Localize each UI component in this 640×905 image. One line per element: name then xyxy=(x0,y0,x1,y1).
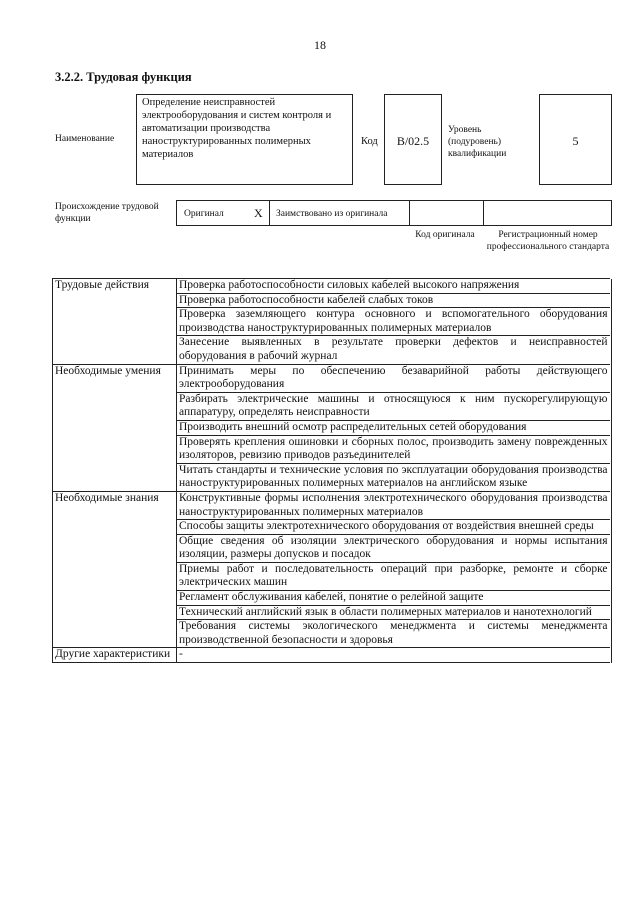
row-item: - xyxy=(177,648,610,663)
origin-row xyxy=(176,200,612,226)
row-edge xyxy=(610,435,612,463)
row-item: Общие сведения об изоляции электрического оборудования и нормы испытания изоляции, размеры допусков и посадок xyxy=(177,534,610,562)
origin-divider-1 xyxy=(269,200,270,226)
function-name-box xyxy=(136,94,353,185)
row-item: Проверять крепления ошиновки и сборных полос, производить замену поврежденных изоляторов, ревизию приводов разъединителей xyxy=(177,435,610,463)
row-item: Проверка работоспособности кабелей слабых токов xyxy=(177,293,610,308)
row-category: Необходимые знания xyxy=(53,491,177,648)
row-item: Принимать меры по обеспечению безаварийной работы действующего электрооборудования xyxy=(177,364,610,392)
borrowed-label: Заимствовано из оригинала xyxy=(276,209,388,219)
row-edge xyxy=(610,463,612,491)
row-edge xyxy=(610,591,612,606)
function-name: Определение неисправностей электрооборудования и систем контроля и автоматизации производства наноструктурированных полимерных материалов xyxy=(142,97,332,160)
row-category: Трудовые действия xyxy=(53,279,177,365)
row-edge xyxy=(610,279,612,294)
row-edge xyxy=(610,520,612,535)
table-row xyxy=(53,279,612,294)
function-details-table xyxy=(52,278,612,663)
row-edge xyxy=(610,491,612,519)
row-item: Разбирать электрические машины и относящуюся к ним пускорегулирующую аппаратуру, определять неисправности xyxy=(177,392,610,420)
row-edge xyxy=(610,420,612,435)
level-value: 5 xyxy=(572,134,579,148)
table-row xyxy=(53,491,612,519)
row-edge xyxy=(610,336,612,364)
row-item: Конструктивные формы исполнения электротехнического оборудования производства наноструктурированных полимерных материалов xyxy=(177,491,610,519)
row-edge xyxy=(610,392,612,420)
row-item: Читать стандарты и технические условия по эксплуатации оборудования производства наноструктурированных полимерных материалов на английском языке xyxy=(177,463,610,491)
page-number: 18 xyxy=(314,38,326,52)
row-item: Производить внешний осмотр распределительных сетей оборудования xyxy=(177,420,610,435)
row-category: Другие характеристики xyxy=(53,648,177,663)
table-row xyxy=(53,364,612,392)
row-item: Занесение выявленных в результате проверки дефектов и неисправностей оборудования в рабочий журнал xyxy=(177,336,610,364)
row-item: Технический английский язык в области полимерных материалов и нанотехнологий xyxy=(177,605,610,620)
level-value-box xyxy=(539,94,612,185)
code-value-box xyxy=(384,94,442,185)
name-label: Наименование xyxy=(55,134,115,144)
row-edge xyxy=(610,308,612,336)
section-title: 3.2.2. Трудовая функция xyxy=(55,70,192,84)
code-value: B/02.5 xyxy=(396,134,430,148)
origin-divider-2 xyxy=(409,200,410,226)
row-edge xyxy=(610,620,612,648)
row-edge xyxy=(610,648,612,663)
row-category: Необходимые умения xyxy=(53,364,177,491)
origin-divider-3 xyxy=(483,200,484,226)
row-edge xyxy=(610,534,612,562)
table-row xyxy=(53,648,612,663)
row-edge xyxy=(610,364,612,392)
row-item: Требования системы экологического менеджмента и системы менеджмента производственной безопасности и здоровья xyxy=(177,620,610,648)
level-label: Уровень (подуровень) квалификации xyxy=(448,125,507,159)
row-edge xyxy=(610,293,612,308)
reg-number-label: Регистрационный номер профессионального стандарта xyxy=(486,230,610,252)
row-item: Проверка заземляющего контура основного и вспомогательного оборудования производства наноструктурированных полимерных материалов xyxy=(177,308,610,336)
original-label: Оригинал xyxy=(184,209,224,219)
origin-label: Происхождение трудовой функции xyxy=(55,202,159,224)
original-mark: X xyxy=(254,206,263,220)
row-item: Способы защиты электротехнического оборудования от воздействия внешней среды xyxy=(177,520,610,535)
code-original-label: Код оригинала xyxy=(415,230,475,240)
row-item: Регламент обслуживания кабелей, понятие о релейной защите xyxy=(177,591,610,606)
row-item: Проверка работоспособности силовых кабелей высокого напряжения xyxy=(177,279,610,294)
row-edge xyxy=(610,562,612,590)
code-label: Код xyxy=(361,136,378,147)
row-item: Приемы работ и последовательность операций при разборке, ремонте и сборке электрических машин xyxy=(177,562,610,590)
row-edge xyxy=(610,605,612,620)
